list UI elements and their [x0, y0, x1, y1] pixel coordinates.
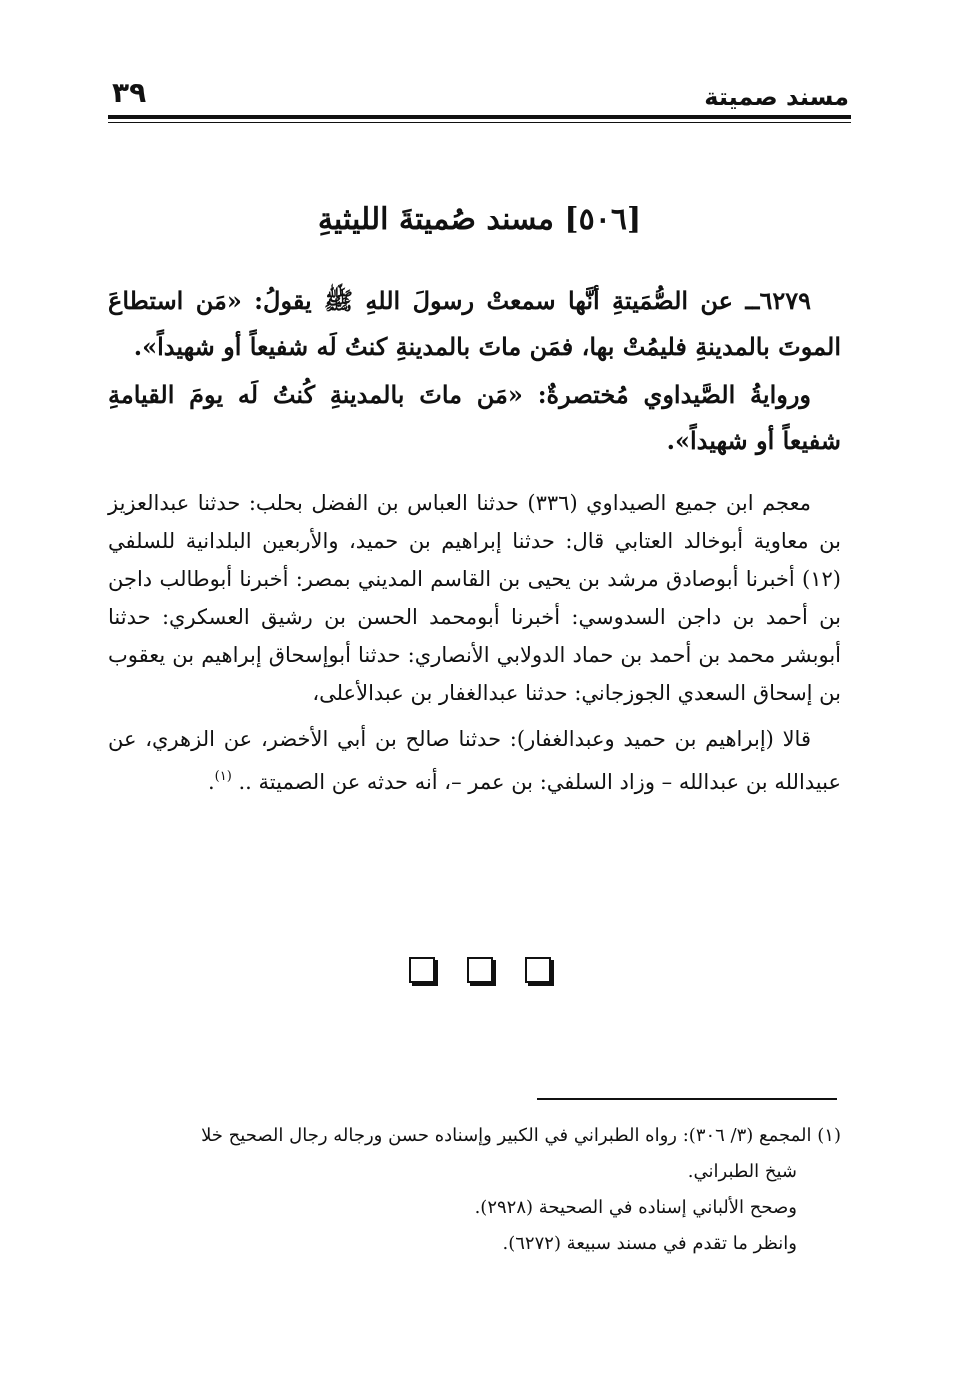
header-rule-thin	[108, 122, 851, 123]
hadith-variant: وروايةُ الصَّيداوي مُختصرةٌ: «مَن ماتَ بالمدينةِ كُنتُ لَه يومَ القيامةِ شفيعاً أو شهيداً».	[108, 380, 841, 455]
footnote-1-line-3: وانظر ما تقدم في مسند سبيعة (٦٢٧٢).	[502, 1233, 797, 1254]
footnote-1-continuation: شيخ الطبراني.	[687, 1161, 797, 1182]
section-title: [٥٠٦] مسند صُميتةَ الليثيةِ	[317, 202, 642, 237]
footnote-1-line-2: وصحح الألباني إسناده في الصحيحة (٢٩٢٨).	[474, 1197, 797, 1218]
isnad-chain: معجم ابن جميع الصيداوي (٣٣٦) حدثنا العباس بن الفضل بحلب: حدثنا عبدالعزيز بن معاوية أبوخالد العتابي قال: حدثنا إبراهيم بن حميد، والأربعين البلدانية للسلفي (١٢) أخبرنا أبوصادق مرشد بن يحيى بن القاسم المديني بمصر: أخبرنا أبوطالب داجن بن أحمد بن داجن السدوسي: أخبرنا أبومحمد الحسن بن رشيق العسكري: حدثنا أبوبشر محمد بن أحمد بن حماد الدولابي الأنصاري: حدثنا أبوإسحاق إبراهيم بن يعقوب بن إسحاق السعدي الجوزجاني: حدثنا عبدالغفار بن عبدالأعلى،	[108, 491, 841, 705]
section-divider-ornaments	[0, 957, 959, 987]
footnote-1: (١) المجمع (٣/ ٣٠٦): رواه الطبراني في الكبير وإسناده حسن ورجاله رجال الصحيح خلا	[201, 1125, 841, 1146]
footnote-separator	[537, 1098, 837, 1100]
isnad-conclusion-text: قالا (إبراهيم بن حميد وعبدالغفار): حدثنا صالح بن أبي الأخضر، عن الزهري، عن عبيدالله بن عبدالله – وزاد السلفي: بن عمر –، أنه حدثه عن الصميتة ..	[108, 727, 841, 794]
running-title: مسند صميتة	[704, 83, 849, 111]
header-rule-thick	[108, 115, 851, 119]
square-ornament-icon	[409, 957, 435, 983]
page-header	[108, 70, 851, 120]
square-ornament-icon	[467, 957, 493, 983]
hadith-text: ٦٢٧٩ــ عن الصُّمَيتةِ أنَّها سمعتْ رسولَ اللهِ ﷺ يقولُ: «مَن استطاعَ الموتَ بالمدينةِ فليمُتْ بها، فمَن ماتَ بالمدينةِ كنتُ لَه شفيعاً أو شهيداً».	[108, 286, 841, 361]
main-text	[108, 278, 841, 801]
footnote-marker: (١)	[214, 769, 232, 784]
page-number: ٣٩	[112, 76, 147, 109]
footnotes	[108, 1118, 841, 1262]
square-ornament-icon	[525, 957, 551, 983]
isnad-conclusion: قالا (إبراهيم بن حميد وعبدالغفار): حدثنا صالح بن أبي الأخضر، عن الزهري، عن عبيدالله بن عبدالله – وزاد السلفي: بن عمر –، أنه حدثه عن الصميتة .. $^{(١)}$.	[108, 727, 841, 794]
